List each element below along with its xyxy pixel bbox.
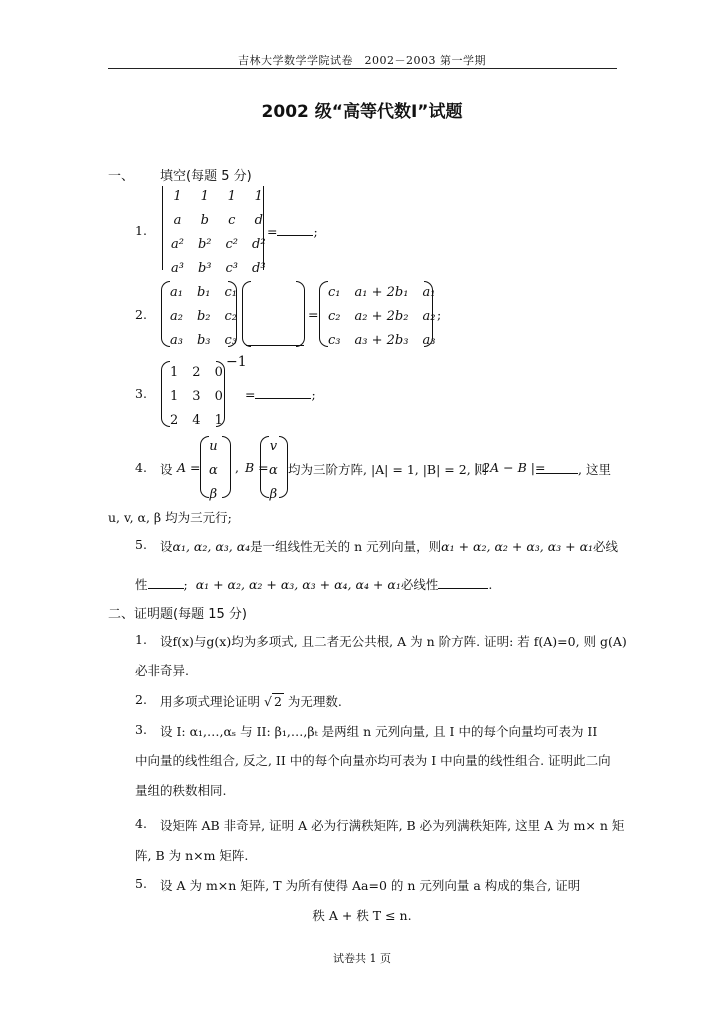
q4-a-vec-cell: β [209, 486, 218, 502]
q3-exponent: −1 [226, 354, 247, 370]
q1-det-left-bar [162, 186, 163, 270]
q1-det-row [164, 208, 273, 232]
q4-blank[interactable] [536, 461, 578, 474]
q4-b-vec-cell: α [269, 462, 278, 478]
q4-line2: u, v, α, β 均为三元行; [108, 510, 232, 525]
q4-b-lhs: B = [245, 460, 269, 475]
p4-number: 4. [135, 816, 147, 831]
q1-det-cell: c [228, 212, 236, 228]
exam-title: 2002 级“高等代数Ⅰ”试题 [261, 102, 463, 122]
p2-line [160, 692, 342, 710]
q3-mat-cell: 0 [214, 364, 223, 380]
q2-left-cell: a₁ [170, 284, 183, 300]
p5-formula: 秩 A + 秩 T ≤ n. [312, 908, 412, 923]
q5-pre: 设 [160, 539, 173, 554]
q1-det-cell: a² [171, 236, 184, 252]
q5-sum1: α₁ + α₂, α₂ + α₃, α₃ + α₁ [441, 539, 594, 554]
q4-expression: | 2A − B |= [474, 460, 546, 475]
p2-number: 2. [135, 692, 147, 707]
p4-line1: 设矩阵 AB 非奇异, 证明 A 必为行满秩矩阵, B 必为列满秩矩阵, 这里 A 为 m× n 矩 [160, 818, 625, 833]
q5-number: 5. [135, 537, 147, 552]
q2-left-cell: a₂ [170, 308, 183, 324]
q1-det-cell: 1 [254, 188, 263, 204]
q1-tail: ; [313, 224, 318, 239]
q4-a-vec-cell: u [209, 438, 218, 454]
q2-right-cell: c₁ [328, 284, 341, 300]
q5-line1 [160, 537, 618, 555]
q5-vectors: α₁, α₂, α₃, α₄ [172, 539, 251, 554]
q3-number: 3. [135, 386, 147, 401]
q5-end2: . [488, 577, 493, 592]
q1-answer [267, 223, 318, 239]
q3-paren-close [216, 361, 225, 427]
q1-det-cell: d [254, 212, 263, 228]
p3-line1: 设 I: α₁,…,αₛ 与 II: β₁,…,βₜ 是两组 n 元列向量, 且 I 中的每个向量均可表为 II [160, 724, 598, 739]
header-rule [108, 68, 617, 69]
q1-det-right-bar [263, 186, 264, 270]
q1-det-cell: b² [197, 236, 212, 252]
q2-left-cell: b₂ [196, 308, 211, 324]
p1-line2: 必非奇异. [135, 663, 189, 678]
q1-det-cell: d² [252, 236, 266, 252]
q2-left-cell: a₃ [170, 332, 183, 348]
q5-semi: ; [183, 577, 188, 592]
q3-mat-cell: 0 [214, 388, 223, 404]
q2-left-cell: c₂ [224, 308, 238, 324]
q5-line2 [135, 575, 492, 593]
q1-det-cell: c³ [225, 260, 239, 276]
q2-blank-paren-close [296, 281, 305, 347]
p2-post: 为无理数. [287, 694, 342, 709]
q1-det-cell: c² [225, 236, 239, 252]
q4-b-paren-close [279, 436, 288, 498]
p5-number: 5. [135, 876, 147, 891]
p3-line2: 中向量的线性组合, 反之, II 中的每个向量亦均可表为 I 中向量的线性组合. 证明此二向 [135, 753, 611, 768]
q1-det-cell: 1 [200, 188, 209, 204]
q4-comma: , [235, 460, 239, 475]
q1-det-cell: a [173, 212, 182, 228]
q3-blank[interactable] [255, 386, 311, 399]
q1-number: 1. [135, 223, 147, 238]
sqrt-sign: √ [264, 694, 272, 709]
q4-answer [536, 460, 611, 478]
q3-mat-cell: 3 [192, 388, 201, 404]
q2-right-cell: a₁ [422, 284, 436, 300]
q3-mat-cell: 1 [214, 412, 223, 428]
q1-det-cell: d³ [252, 260, 266, 276]
q5-sum2: α₁ + α₂, α₂ + α₃, α₃ + α₄, α₄ + α₁ [195, 577, 401, 592]
q5-end1: 必线 [593, 539, 619, 554]
q4-a-vec-cell: α [209, 462, 218, 478]
q1-equals: = [267, 224, 278, 239]
page-header: 吉林大学数学学院试卷 2002－2003 第一学期 [238, 54, 486, 67]
page-footer: 试卷共 1 页 [333, 952, 391, 965]
q5-l2b: 必线性 [400, 577, 439, 592]
q1-det-cell: 1 [173, 188, 182, 204]
q3-answer [245, 386, 316, 402]
q2-right-cell: a₁ + 2b₁ [354, 284, 409, 300]
q4-end: , 这里 [578, 462, 611, 477]
section1-heading: 填空(每题 5 分) [160, 169, 252, 184]
q2-right-paren-close [424, 281, 433, 347]
q2-tail: ; [437, 307, 442, 322]
section2-heading: 二、证明题(每题 15 分) [108, 607, 247, 622]
q2-left-cell: c₁ [224, 284, 238, 300]
p1-line1: 设f(x)与g(x)均为多项式, 且二者无公共根, A 为 n 阶方阵. 证明: 若 f(A)=0, 则 g(A) [160, 634, 627, 649]
q2-left-cell: b₃ [196, 332, 211, 348]
q2-right-cell: a₃ + 2b₃ [354, 332, 409, 348]
q1-det-cell: b³ [197, 260, 212, 276]
q3-equals: = [245, 387, 256, 402]
q1-det-cell: a³ [171, 260, 184, 276]
q4-pre: 设 [160, 462, 173, 477]
q2-right-cell: a₂ [422, 308, 436, 324]
q2-left-cell: c₃ [224, 332, 238, 348]
q1-det-cell: b [200, 212, 209, 228]
q2-right-cell: a₂ + 2b₂ [354, 308, 409, 324]
q3-mat-cell: 1 [170, 388, 179, 404]
q2-right-cell: c₂ [328, 308, 341, 324]
q3-mat-cell: 4 [192, 412, 201, 428]
q1-det-row [164, 256, 273, 280]
p3-line3: 量组的秩数相同. [135, 783, 227, 798]
section1-number: 一、 [108, 169, 135, 184]
q2-number: 2. [135, 307, 147, 322]
q4-a-lhs: A = [177, 460, 201, 475]
q1-det-cell: 1 [227, 188, 236, 204]
q2-left-cell: b₁ [196, 284, 211, 300]
q3-mat-cell: 2 [192, 364, 201, 380]
q4-mid: 均为三阶方阵, |A| = 1, |B| = 2, 则 [288, 462, 488, 477]
q5-blank2[interactable] [438, 576, 488, 589]
q1-blank[interactable] [277, 223, 313, 236]
q3-mat-cell: 1 [170, 364, 179, 380]
q5-blank1[interactable] [148, 576, 184, 589]
q3-mat-cell: 2 [170, 412, 179, 428]
p4-line2: 阵, B 为 n×m 矩阵. [135, 848, 249, 863]
q1-det-row [164, 184, 273, 208]
q4-a-paren-close [222, 436, 231, 498]
q2-right-cell: c₃ [328, 332, 341, 348]
p3-number: 3. [135, 722, 147, 737]
q5-l2a: 性 [135, 577, 148, 592]
p2-radicand: 2 [273, 694, 282, 709]
q2-blank-paren-open [242, 281, 251, 347]
p5-line1: 设 A 为 m×n 矩阵, T 为所有使得 Aa=0 的 n 元列向量 a 构成的集合, 证明 [160, 878, 581, 893]
q4-b-vec-cell: v [269, 438, 278, 454]
q5-mid: 是一组线性无关的 n 元列向量，则 [250, 539, 442, 554]
q2-equals: = [308, 307, 319, 322]
q3-tail: ; [311, 387, 316, 402]
p1-number: 1. [135, 632, 147, 647]
q2-right-cell: a₃ [422, 332, 436, 348]
q4-b-vec-cell: β [269, 486, 278, 502]
q1-determinant [164, 184, 273, 280]
p2-pre: 用多项式理论证明 [160, 694, 261, 709]
q1-det-row [164, 232, 273, 256]
q4-number: 4. [135, 460, 147, 475]
q2-left-paren-close [228, 281, 237, 347]
